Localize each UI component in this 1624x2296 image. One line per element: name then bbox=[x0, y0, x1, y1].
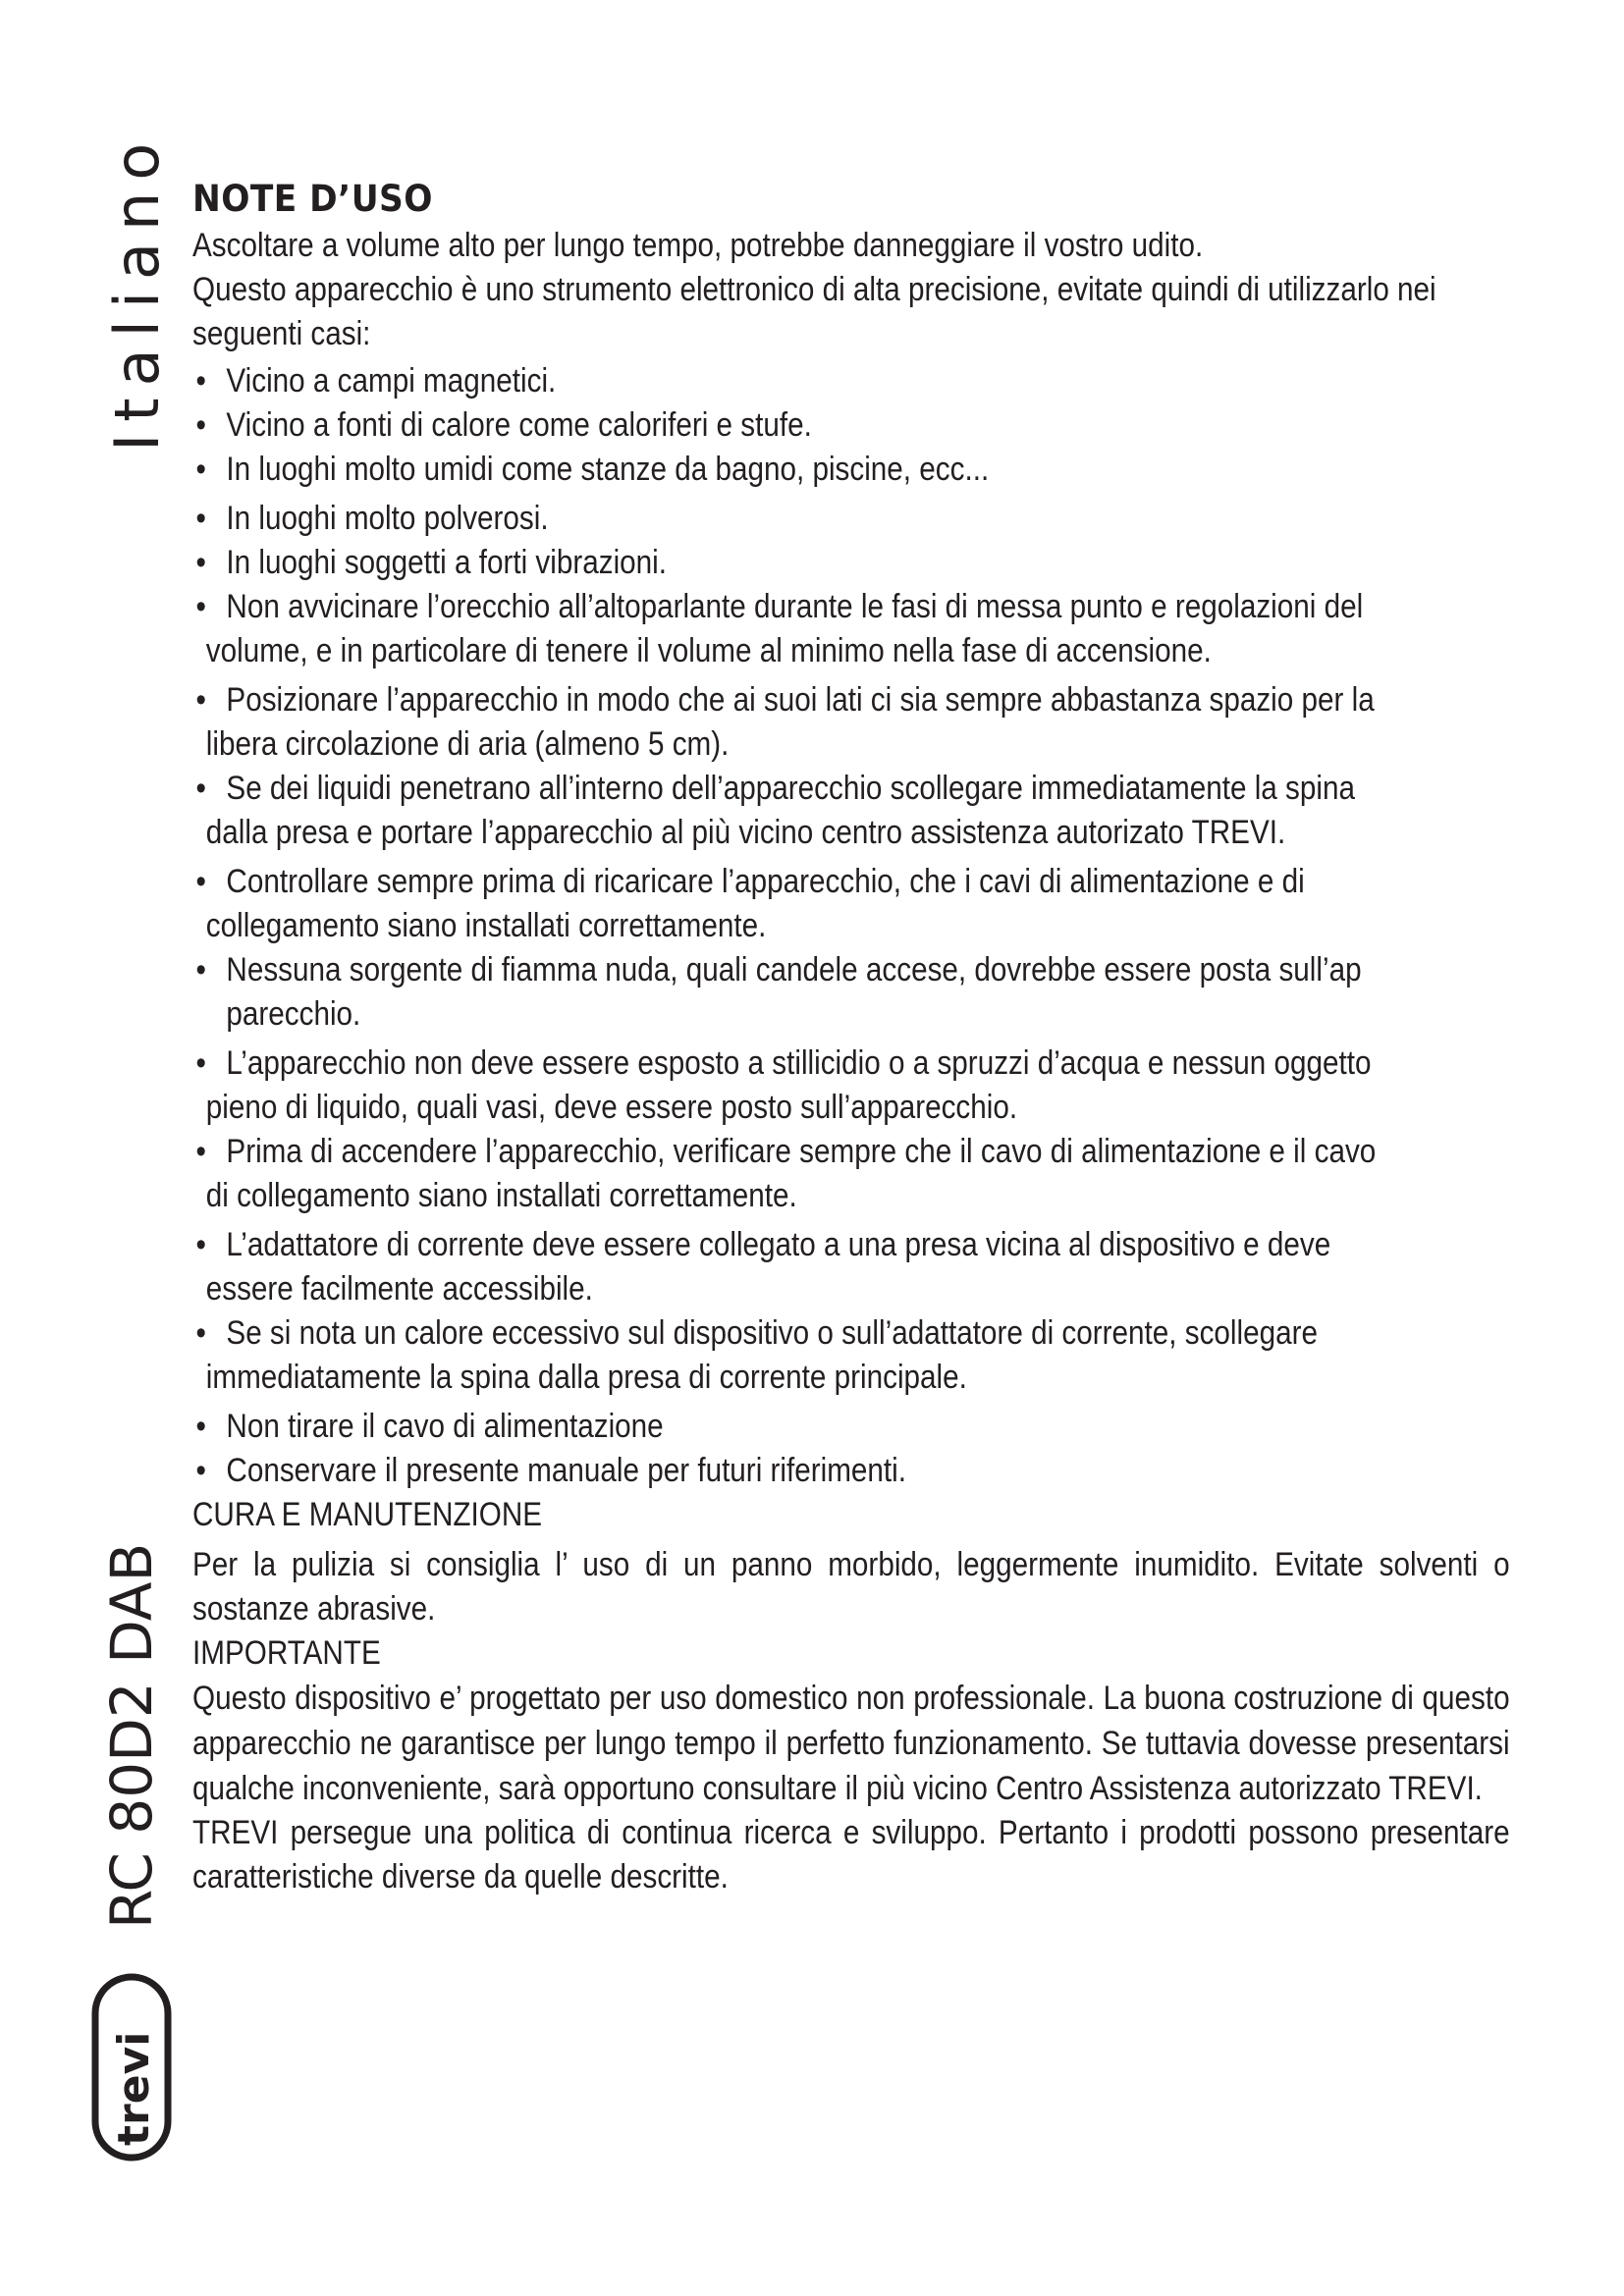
notes-intro-2: Questo apparecchio è uno strumento elettronico di alta precisione, evitate quindi di utilizzarlo nei seguenti casi: bbox=[192, 271, 1436, 352]
list-item: • Non tirare il cavo di alimentazione bbox=[195, 1408, 664, 1445]
list-item: • Se dei liquidi penetrano all’interno dell’apparecchio scollegare immediatamente la spina dalla presa e portare l’apparecchio al più vicino centro assistenza autorizato TREVI. bbox=[195, 770, 1355, 851]
language-label: Italiano bbox=[101, 131, 173, 452]
important-text-2: TREVI persegue una politica di continua ricerca e sviluppo. Pertanto i prodotti possono presentare caratteristiche diverse da quelle descritte. bbox=[192, 1814, 1510, 1896]
list-item: • In luoghi molto umidi come stanze da bagno, piscine, ecc... bbox=[195, 451, 990, 488]
list-item: • Vicino a fonti di calore come caloriferi e stufe. bbox=[195, 406, 812, 444]
list-item: • Nessuna sorgente di fiamma nuda, quali candele accese, dovrebbe essere posta sull’ap parecchio. bbox=[195, 951, 1362, 1033]
important-text: Questo dispositivo e’ progettato per uso domestico non professionale. La buona costruzione di questo apparecchio ne garantisce per lungo tempo il perfetto funzionamento. Se tuttavia dovesse presentarsi qualche inconveniente, sarà opportuno consultare il più vicino Centro Assistenza autorizzato TREVI. bbox=[192, 1680, 1510, 1807]
list-item: • In luoghi soggetti a forti vibrazioni. bbox=[195, 544, 668, 581]
notes-intro-1: Ascoltare a volume alto per lungo tempo, potrebbe danneggiare il vostro udito. bbox=[192, 227, 1204, 264]
notes-list bbox=[192, 359, 1510, 1493]
logo-text: trevi bbox=[109, 2031, 159, 2146]
trevi-logo bbox=[91, 1973, 172, 2162]
model-name: RC 80D2 DAB bbox=[98, 1542, 165, 1929]
important-title: IMPORTANTE bbox=[192, 1634, 381, 1672]
list-item: • L’apparecchio non deve essere esposto a stillicidio o a spruzzi d’acqua e nessun oggetto pieno di liquido, quali vasi, deve essere posto sull’apparecchio. bbox=[195, 1044, 1372, 1126]
list-item: • Conservare il presente manuale per futuri riferimenti. bbox=[195, 1452, 907, 1489]
list-item: • Se si nota un calore eccessivo sul dispositivo o sull’adattatore di corrente, scollegare immediatamente la spina dalla presa di corrente principale. bbox=[195, 1314, 1318, 1396]
notes-title: NOTE D’USO bbox=[192, 178, 433, 220]
list-item: • Controllare sempre prima di ricaricare l’apparecchio, che i cavi di alimentazione e di collegamento siano installati correttamente. bbox=[195, 863, 1305, 944]
document-body bbox=[192, 175, 1510, 1899]
list-item: • Vicino a campi magnetici. bbox=[195, 362, 557, 400]
care-title: CURA E MANUTENZIONE bbox=[192, 1496, 543, 1533]
list-item: • In luoghi molto polverosi. bbox=[195, 500, 549, 537]
care-text: Per la pulizia si consiglia l’ uso di un panno morbido, leggermente inumidito. Evitate solventi o sostanze abrasive. bbox=[192, 1546, 1510, 1628]
list-item: • Posizionare l’apparecchio in modo che ai suoi lati ci sia sempre abbastanza spazio per la libera circolazione di aria (almeno 5 cm). bbox=[195, 681, 1375, 763]
list-item: • Non avvicinare l’orecchio all’altoparlante durante le fasi di messa punto e regolazioni del volume, e in particolare di tenere il volume al minimo nella fase di accensione. bbox=[195, 588, 1364, 669]
list-item: • Prima di accendere l’apparecchio, verificare sempre che il cavo di alimentazione e il cavo di collegamento siano installati correttamente. bbox=[195, 1133, 1377, 1214]
list-item: • L’adattatore di corrente deve essere collegato a una presa vicina al dispositivo e deve essere facilmente accessibile. bbox=[195, 1226, 1331, 1308]
